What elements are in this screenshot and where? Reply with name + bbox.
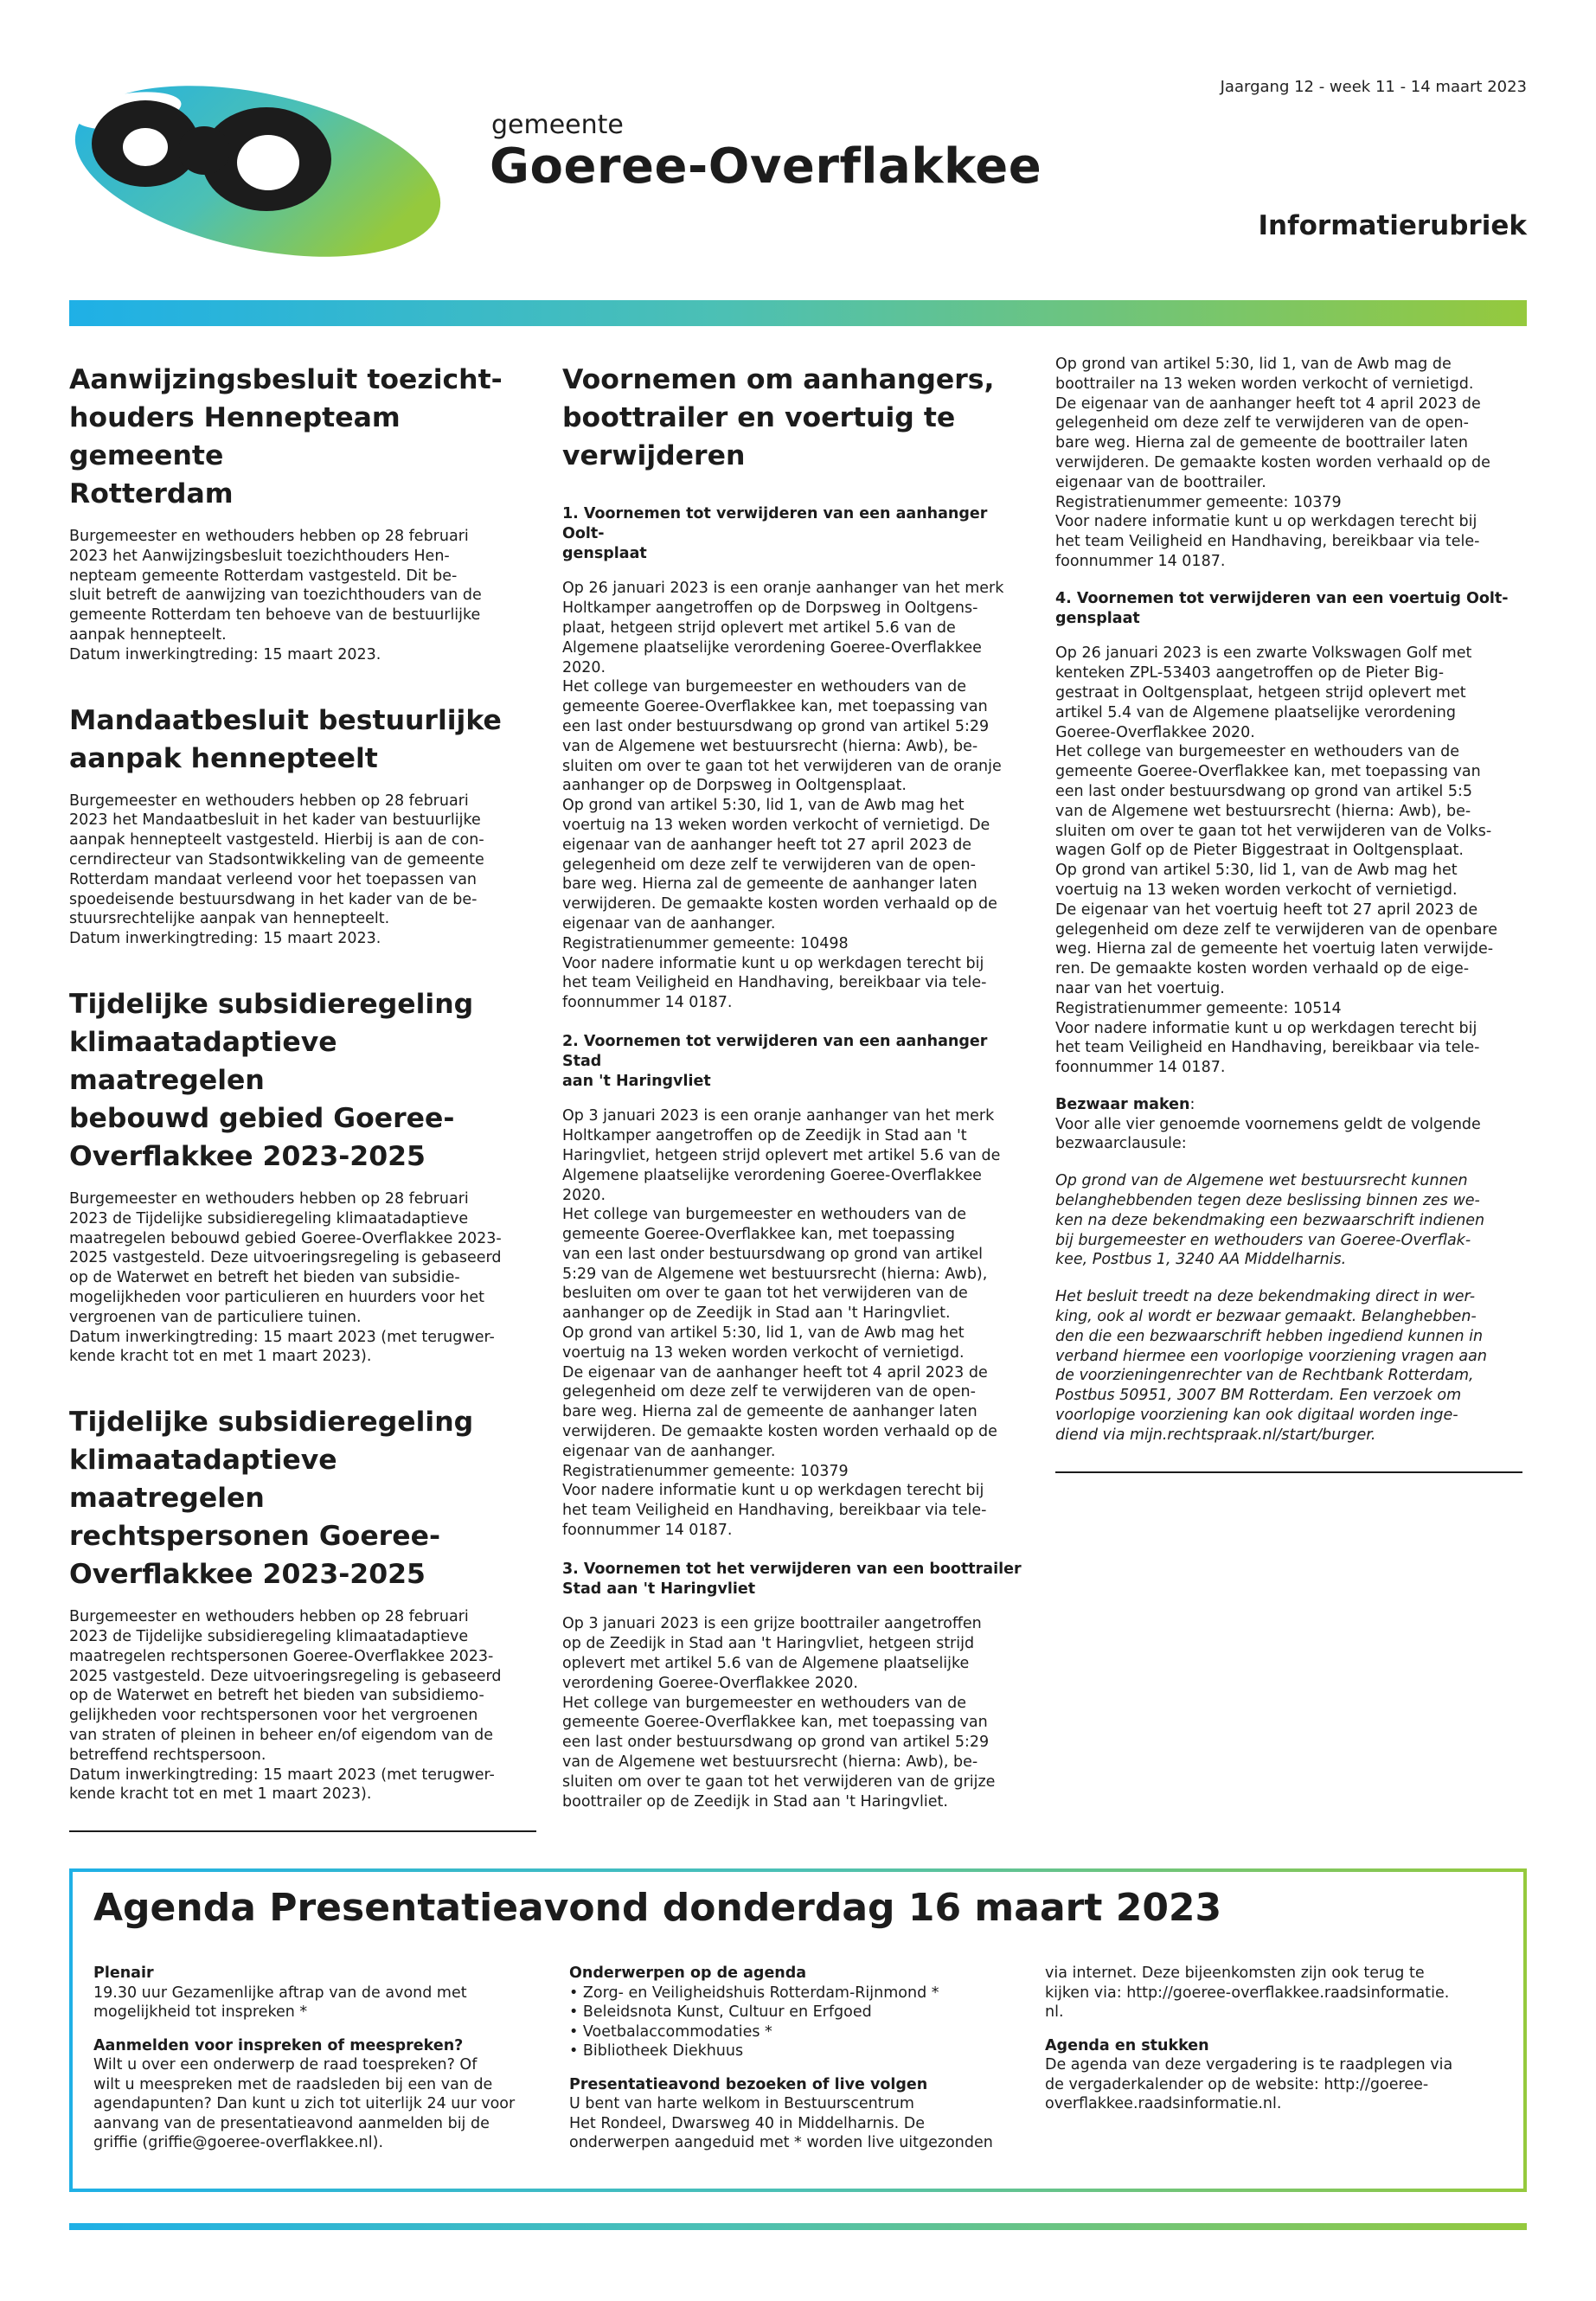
agenda-subheading: Presentatieavond bezoeken of live volgen — [569, 2075, 928, 2093]
article-title: Mandaatbesluit bestuurlijke aanpak hennepteelt — [69, 704, 502, 774]
section-heading: 1. Voornemen tot verwijderen van een aanhanger Oolt- gensplaat — [562, 505, 988, 562]
column-2 — [562, 350, 1029, 1811]
agenda-topic-list — [569, 1984, 1028, 2061]
column-3 — [1055, 355, 1522, 1473]
section-heading: 2. Voornemen tot verwijderen van een aanhanger Stad aan 't Haringvliet — [562, 1032, 988, 1090]
agenda-box — [69, 1868, 1527, 2192]
column-end-rule — [69, 1830, 536, 1832]
agenda-subheading: Plenair — [93, 1965, 154, 1982]
agenda-column-2 — [569, 1964, 1028, 2167]
municipality-logo — [67, 76, 448, 258]
article-body: Burgemeester en wethouders hebben op 28 februari 2023 de Tijdelijke subsidieregeling klimaatadaptieve maatregelen bebouwd gebied Goeree-Overflakkee 2023- 2025 vastgesteld. Deze uitvoeringsregeling is gebaseerd op de Waterwet en betreft het bieden van subsidie- mogelijkheden voor particulieren en huurders voor het vergroenen van de particuliere tuinen. Datum inwerkingtreding: 15 maart 2023 (met terugwer- kende kracht tot en met 1 maart 2023). — [69, 1189, 502, 1366]
agenda-topic: • Zorg- en Veiligheidshuis Rotterdam-Rijnmond * — [569, 1984, 1028, 2003]
article-body: Burgemeester en wethouders hebben op 28 februari 2023 het Mandaatbesluit in het kader van bestuurlijke aanpak hennepteelt vastgesteld. Hierbij is aan de con- cerndirecteur van Stadsontwikkeling van de gemeente Rotterdam mandaat verleend voor het toepassen van spoedeisende bestuursdwang in het kader van de be- stuursrechtelijke aanpak van hennepteelt. Datum inwerkingtreding: 15 maart 2023. — [69, 792, 484, 948]
bezwaar-intro: Voor alle vier genoemde voornemens geldt de volgende bezwaarclausule: — [1055, 1115, 1481, 1153]
article-body: Burgemeester en wethouders hebben op 28 februari 2023 de Tijdelijke subsidieregeling klimaatadaptieve maatregelen rechtspersonen Goeree-Overflakkee 2023- 2025 vastgesteld. Deze uitvoeringsregeling is gebaseerd op de Waterwet en betreft het bieden van subsidiemo- gelijkheden voor rechtspersonen voor het vergroenen van straten of pleinen in beheer en/of eigendom van de betreffend rechtspersoon. Datum inwerkingtreding: 15 maart 2023 (met terugwer- kende kracht tot en met 1 maart 2023). — [69, 1608, 502, 1804]
section-body: Op 3 januari 2023 is een grijze boottrailer aangetroffen op de Zeedijk in Stad aan 't Haringvliet, hetgeen strijd oplevert met artikel 5.6 van de Algemene plaatselijke verordening Goeree-Overflakkee 2020. Het college van burgemeester en wethouders van de gemeente Goeree-Overflakkee kan, met toepassing van een last onder bestuursdwang op grond van artikel 5:29 van de Algemene wet bestuursrecht (hierna: Awb), be- sluiten om over te gaan tot het verwijderen van de grijze boottrailer op de Zeedijk in Stad aan 't Haringvliet. — [562, 1615, 996, 1811]
agenda-subheading: Aanmelden voor inspreken of meespreken? — [93, 2036, 464, 2054]
issue-info: Jaargang 12 - week 11 - 14 maart 2023 — [1220, 78, 1527, 96]
column-end-rule — [1055, 1471, 1522, 1473]
section-body: Op 26 januari 2023 is een zwarte Volkswagen Golf met kenteken ZPL-53403 aangetroffen op de Pieter Big- gestraat in Ooltgensplaat, hetgeen strijd oplevert met artikel 5.4 van de Algemene plaatselijke verordening Goeree-Overflakkee 2020. Het college van burgemeester en wethouders van de gemeente Goeree-Overflakkee kan, met toepassing van een last onder bestuursdwang op grond van artikel 5:5 van de Algemene wet bestuursrecht (hierna: Awb), be- sluiten om over te gaan tot het verwijderen van de Volks- wagen Golf op de Pieter Biggestraat in Ooltgensplaat. Op grond van artikel 5:30, lid 1, van de Awb mag het voertuig na 13 weken worden verkocht of vernietigd. De eigenaar van het voertuig heeft tot 27 april 2023 de gelegenheid om deze zelf te verwijderen van de openbare weg. Hierna zal de gemeente het voertuig laten verwijde- ren. De gemaakte kosten worden verhaald op de eige- naar van het voertuig. Registratienummer gemeente: 10514 Voor nadere informatie kunt u op werkdagen terecht bij het team Veiligheid en Handhaving, bereikbaar via tele- foonnummer 14 0187. — [1055, 644, 1498, 1077]
column-1 — [69, 350, 536, 1832]
agenda-text: via internet. Deze bijeenkomsten zijn ook terug te kijken via: http://goeree-overflakkee.raadsinformatie. nl. — [1045, 1965, 1450, 2021]
agenda-topic: • Bibliotheek Diekhuus — [569, 2041, 1028, 2061]
article-title: Aanwijzingsbesluit toezicht- houders Hennepteam gemeente Rotterdam — [69, 364, 503, 510]
org-name: Goeree-Overflakkee — [490, 138, 1042, 195]
agenda-text: 19.30 uur Gezamenlijke aftrap van de avond met mogelijkheid tot inspreken * — [93, 1984, 467, 2021]
rubric-title: Informatierubriek — [1258, 210, 1527, 241]
bezwaar-clause: Op grond van de Algemene wet bestuursrecht kunnen belanghebbenden tegen deze beslissing binnen zes we- ken na deze bekendmaking een bezwaarschrift indienen bij burgemeester en wethouders van Goeree-Overflak- kee, Postbus 1, 3240 AA Middelharnis. — [1055, 1172, 1485, 1269]
section-heading: 4. Voornemen tot verwijderen van een voertuig Oolt- gensplaat — [1055, 589, 1509, 627]
section-heading: 3. Voornemen tot het verwijderen van een boottrailer Stad aan 't Haringvliet — [562, 1560, 1022, 1598]
agenda-column-1 — [93, 1964, 552, 2167]
agenda-text: Wilt u over een onderwerp de raad toespreken? Of wilt u meespreken met de raadsleden bij een van de agendapunten? Dan kunt u zich tot uiterlijk 24 uur voor aanvang van de presentatieavond aanmelden bij de griffie (griffie@goeree-overflakkee.nl). — [93, 2056, 516, 2151]
agenda-title: Agenda Presentatieavond donderdag 16 maart 2023 — [93, 1886, 1222, 1930]
article-title: Voornemen om aanhangers, boottrailer en voertuig te verwijderen — [562, 364, 995, 471]
agenda-text: De agenda van deze vergadering is te raadplegen via de vergaderkalender op de website: http://goeree- overflakkee.raadsinformatie.nl. — [1045, 2056, 1453, 2112]
article-title: Tijdelijke subsidieregeling klimaatadaptieve maatregelen rechtspersonen Goeree- Overflakkee 2023-2025 — [69, 1407, 474, 1591]
article-body: Burgemeester en wethouders hebben op 28 februari 2023 het Aanwijzingsbesluit toezichthouders Hen- nepteam gemeente Rotterdam vastgesteld. Dit be- sluit betreft de aanwijzing van toezichthouders van de gemeente Rotterdam ten behoeve van de bestuurlijke aanpak hennepteelt. Datum inwerkingtreding: 15 maart 2023. — [69, 528, 482, 663]
bezwaar-heading: Bezwaar maken — [1055, 1095, 1190, 1113]
agenda-topic: • Beleidsnota Kunst, Cultuur en Erfgoed — [569, 2003, 1028, 2022]
section-body: Op 3 januari 2023 is een oranje aanhanger van het merk Holtkamper aangetroffen op de Zeedijk in Stad aan 't Haringvliet, hetgeen strijd oplevert met artikel 5.6 van de Algemene plaatselijke verordening Goeree-Overflakkee 2020. Het college van burgemeester en wethouders van de gemeente Goeree-Overflakkee kan, met toepassing van een last onder bestuursdwang op grond van artikel 5:29 van de Algemene wet bestuursrecht (hierna: Awb), besluiten om over te gaan tot het verwijderen van de aanhanger op de Zeedijk in Stad aan 't Haringvliet. Op grond van artikel 5:30, lid 1, van de Awb mag het voertuig na 13 weken worden verkocht of vernietigd. De eigenaar van de aanhanger heeft tot 4 april 2023 de gelegenheid om deze zelf te verwijderen van de open- bare weg. Hierna zal de gemeente de aanhanger laten verwijderen. De gemaakte kosten worden verhaald op de eigenaar van de aanhanger. Registratienummer gemeente: 10379 Voor nadere informatie kunt u op werkdagen terecht bij het team Veiligheid en Handhaving, bereikbaar via tele- foonnummer 14 0187. — [562, 1107, 1001, 1540]
agenda-subheading: Onderwerpen op de agenda — [569, 1965, 807, 1982]
agenda-topic: • Voetbalaccommodaties * — [569, 2022, 1028, 2042]
bezwaar-clause: Het besluit treedt na deze bekendmaking direct in wer- king, ook al wordt er bezwaar gemaakt. Belanghebben- den die een bezwaarschrift hebben ingediend kunnen in verband hiermee een voorlopige voorziening vragen aan de voorzieningenrechter van de Rechtbank Rotterdam, Postbus 50951, 3007 BM Rotterdam. Een verzoek om voorlopige voorziening kan ook digitaal worden inge- diend via mijn.rechtspraak.nl/start/burger. — [1055, 1288, 1487, 1444]
org-prefix: gemeente — [491, 110, 624, 140]
top-gradient-bar — [69, 300, 1527, 326]
continuation-body: Op grond van artikel 5:30, lid 1, van de Awb mag de boottrailer na 13 weken worden verkocht of vernietigd. De eigenaar van de aanhanger heeft tot 4 april 2023 de gelegenheid om deze zelf te verwijderen van de open- bare weg. Hierna zal de gemeente de boottrailer laten verwijderen. De gemaakte kosten worden verhaald op de eigenaar van de boottrailer. Registratienummer gemeente: 10379 Voor nadere informatie kunt u op werkdagen terecht bij het team Veiligheid en Handhaving, bereikbaar via tele- foonnummer 14 0187. — [1055, 356, 1490, 570]
bottom-gradient-bar — [69, 2223, 1527, 2230]
agenda-column-3 — [1045, 1964, 1503, 2128]
article-title: Tijdelijke subsidieregeling klimaatadaptieve maatregelen bebouwd gebied Goeree- Overflakkee 2023-2025 — [69, 988, 474, 1172]
agenda-text: U bent van harte welkom in Bestuurscentrum Het Rondeel, Dwarsweg 40 in Middelharnis. De onderwerpen aangeduid met * worden live uitgezonden — [569, 2095, 993, 2151]
bezwaar-colon: : — [1189, 1095, 1195, 1113]
agenda-subheading: Agenda en stukken — [1045, 2036, 1209, 2054]
section-body: Op 26 januari 2023 is een oranje aanhanger van het merk Holtkamper aangetroffen op de Dorpsweg in Ooltgens- plaat, hetgeen strijd oplevert met artikel 5.6 van de Algemene plaatselijke verordening Goeree-Overflakkee 2020. Het college van burgemeester en wethouders van de gemeente Goeree-Overflakkee kan, met toepassing van een last onder bestuursdwang op grond van artikel 5:29 van de Algemene wet bestuursrecht (hierna: Awb), be- sluiten om over te gaan tot het verwijderen van de oranje aanhanger op de Dorpsweg in Ooltgensplaat. Op grond van artikel 5:30, lid 1, van de Awb mag het voertuig na 13 weken worden verkocht of vernietigd. De eigenaar van de aanhanger heeft tot 27 april 2023 de gelegenheid om deze zelf te verwijderen van de open- bare weg. Hierna zal de gemeente de aanhanger laten verwijderen. De gemaakte kosten worden verhaald op de eigenaar van de aanhanger. Registratienummer gemeente: 10498 Voor nadere informatie kunt u op werkdagen terecht bij het team Veiligheid en Handhaving, bereikbaar via tele- foonnummer 14 0187. — [562, 580, 1004, 1012]
